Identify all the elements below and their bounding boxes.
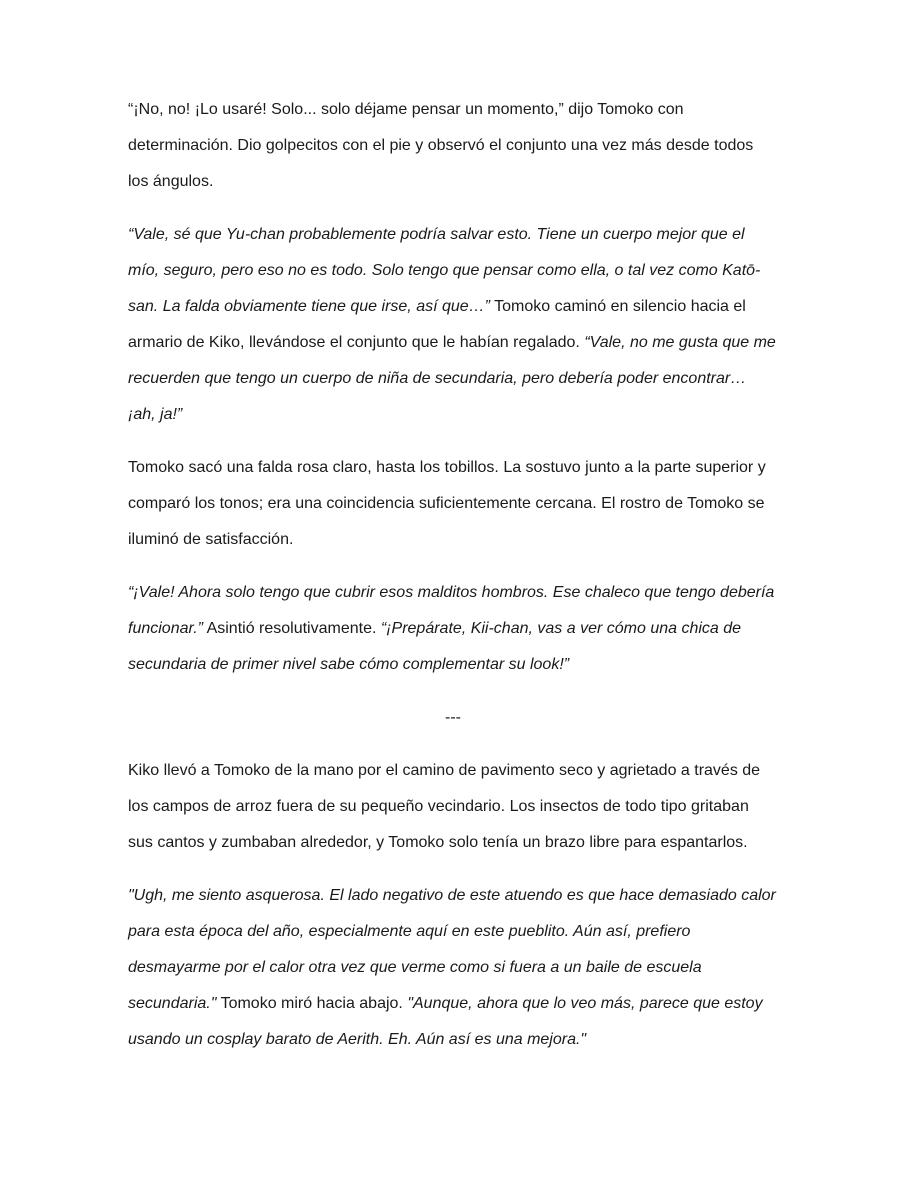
paragraph-2-dialogue-1: “Vale, sé que Yu-chan probablemente podría salvar esto. Tiene un cuerpo mejor que el mío, seguro, pero eso no es todo. Solo tengo que pensar como ella, o tal vez como Katō-san. La falda obviamente tiene que irse, así que…”: [128, 226, 761, 315]
paragraph-6: [128, 878, 778, 1058]
paragraph-5-text: Kiko llevó a Tomoko de la mano por el camino de pavimento seco y agrietado a través de los campos de arroz fuera de su pequeño vecindario. Los insectos de todo tipo gritaban sus cantos y zumbaban alrededor, y Tomoko solo tenía un brazo libre para espantarlos.: [128, 762, 761, 851]
paragraph-4: [128, 575, 778, 683]
paragraph-1: [128, 92, 778, 200]
paragraph-4-dialogue-1: “¡Vale! Ahora solo tengo que cubrir esos malditos hombros. Ese chaleco que tengo debería funcionar.”: [128, 584, 775, 637]
paragraph-2-dialogue-2: “Vale, no me gusta que me recuerden que tengo un cuerpo de niña de secundaria, pero debería poder encontrar… ¡ah, ja!”: [128, 334, 776, 423]
paragraph-4-dialogue-2: “¡Prepárate, Kii-chan, vas a ver cómo una chica de secundaria de primer nivel sabe cómo complementar su look!”: [128, 620, 742, 673]
paragraph-6-dialogue-2: "Aunque, ahora que lo veo más, parece que estoy usando un cosplay barato de Aerith. Eh. Aún así es una mejora.": [128, 995, 763, 1048]
paragraph-3: [128, 450, 778, 558]
paragraph-4-narration: Asintió resolutivamente.: [203, 620, 381, 637]
paragraph-1-text: “¡No, no! ¡Lo usaré! Solo... solo déjame pensar un momento,” dijo Tomoko con determinación. Dio golpecitos con el pie y observó el conjunto una vez más desde todos los ángulos.: [128, 101, 754, 190]
paragraph-2-narration: Tomoko caminó en silencio hacia el armario de Kiko, llevándose el conjunto que le habían regalado.: [128, 298, 746, 351]
paragraph-6-dialogue-1: "Ugh, me siento asquerosa. El lado negativo de este atuendo es que hace demasiado calor para esta época del año, especialmente aquí en este pueblito. Aún así, prefiero desmayarme por el calor otra vez que verme como si fuera a un baile de escuela secundaria.": [128, 887, 776, 1012]
paragraph-6-narration: Tomoko miró hacia abajo.: [216, 995, 408, 1012]
scene-separator: ---: [445, 709, 461, 726]
paragraph-2: [128, 217, 778, 433]
paragraph-3-text: Tomoko sacó una falda rosa claro, hasta los tobillos. La sostuvo junto a la parte superior y comparó los tonos; era una coincidencia suficientemente cercana. El rostro de Tomoko se iluminó de satisfacción.: [128, 459, 766, 548]
paragraph-5: [128, 753, 778, 861]
document-page: [128, 92, 778, 1075]
